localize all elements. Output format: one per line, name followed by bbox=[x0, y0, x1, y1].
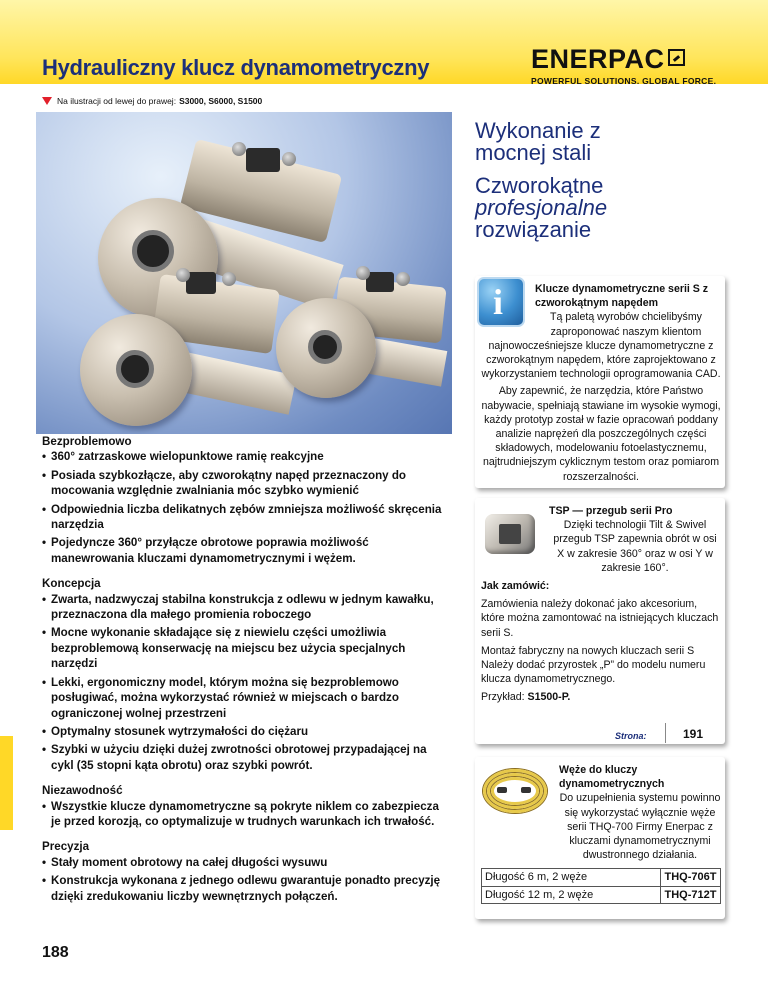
info-box-paragraph-2: Aby zapewnić, że narzędzia, które Państwo nabywacie, spełniają stawiane im wysokie wymogi, każdy prototyp został w fazie opracowań poddany analizie naprężeń dla poszczególnych części składowych, modelowaniu fotoelastycznemu, najtrudniejszym cyklicznym testom oraz pomiarom rozszerzalności. bbox=[481, 385, 721, 483]
info-box-title: Klucze dynamometryczne serii S z czworokątnym napędem bbox=[535, 283, 709, 310]
list-item: • Szybki w użyciu dzięki dużej zwrotności obrotowej przypadającej na cykl (35 stopni kąta obrotu) oraz szybki powrót. bbox=[42, 742, 447, 773]
page-title: Hydrauliczny klucz dynamometryczny bbox=[42, 55, 430, 80]
logo-mark-icon bbox=[668, 49, 685, 66]
table-row bbox=[482, 886, 721, 903]
hose-box bbox=[475, 757, 725, 919]
headline-line-5: rozwiązanie bbox=[475, 217, 592, 242]
hose-table bbox=[481, 868, 721, 903]
list-item: • Odpowiednia liczba delikatnych zębów zmniejsza możliwość skręcenia narzędzia bbox=[42, 502, 447, 533]
product-photo bbox=[36, 112, 452, 434]
logo-tagline: POWERFUL SOLUTIONS. GLOBAL FORCE. bbox=[531, 76, 717, 86]
page-ref-label: Strona: bbox=[615, 731, 647, 741]
tsp-order-title: Jak zamówić: bbox=[481, 580, 550, 593]
tsp-example bbox=[481, 690, 721, 704]
feature-list bbox=[42, 449, 447, 566]
tsp-box bbox=[475, 498, 725, 744]
feature-section-title: Niezawodność bbox=[42, 784, 123, 798]
list-item: • Lekki, ergonomiczny model, którym można się bezproblemowo posługiwać, można wykorzystać również w miejscach o bardzo ograniczonej wolnej przestrzeni bbox=[42, 675, 447, 721]
feature-list bbox=[42, 592, 447, 773]
page-ref-link[interactable]: 191 bbox=[665, 723, 709, 743]
feature-section-title: Bezproblemowo bbox=[42, 435, 132, 448]
feature-section bbox=[42, 434, 447, 566]
list-item: • Konstrukcja wykonana z jednego odlewu gwarantuje ponadto precyzję dzięki zredukowaniu liczby wewnętrznych połączeń. bbox=[42, 873, 447, 904]
photo-caption bbox=[42, 96, 262, 106]
yellow-side-tab bbox=[0, 736, 13, 830]
header-band bbox=[0, 0, 768, 84]
page-number: 188 bbox=[42, 944, 69, 961]
hose-desc: Długość 12 m, 2 węże bbox=[482, 886, 661, 903]
tsp-example-label: Przykład: bbox=[481, 691, 525, 704]
tsp-swivel-image bbox=[479, 504, 543, 564]
feature-section bbox=[42, 839, 447, 904]
hose-code: THQ-712T bbox=[661, 886, 721, 903]
wrench-s1500 bbox=[36, 112, 452, 434]
features-column bbox=[42, 434, 447, 914]
headline-line-1: Wykonanie z bbox=[475, 118, 601, 143]
table-row bbox=[482, 869, 721, 886]
headline bbox=[475, 120, 725, 241]
tsp-box-title: TSP — przegub serii Pro bbox=[549, 505, 673, 517]
tsp-paragraph-2: Montaż fabryczny na nowych kluczach serii S Należy dodać przyrostek „P” do modelu numeru klucza dynamometrycznego. bbox=[481, 644, 706, 686]
caption-text: Na ilustracji od lewej do prawej: bbox=[57, 96, 177, 106]
feature-section bbox=[42, 783, 447, 829]
list-item: • Posiada szybkozłącze, aby czworokątny napęd przeznaczony do mocowania względnie zwalniania móc szybko wymienić bbox=[42, 468, 447, 499]
hose-box-title: Węże do kluczy dynamometrycznych bbox=[559, 764, 665, 791]
tsp-example-value: S1500-P. bbox=[527, 691, 571, 704]
tsp-box-intro: Dzięki technologii Tilt & Swivel przegub TSP zapewnia obrót w osi X w zakresie 360° oraz w osi Y w zakresie 160°. bbox=[553, 519, 717, 574]
feature-section-title: Koncepcja bbox=[42, 577, 101, 591]
info-box bbox=[475, 276, 725, 488]
info-box-paragraph-1: Tą paletą wyrobów chcielibyśmy zaproponować naszym klientom najnowocześniejsze klucze dynamometryczne z czworokątnym napędem, które zaprojektowano z wykorzystaniem technologii oprogramowania CAD. bbox=[481, 311, 721, 381]
headline-line-3: Czworokątne bbox=[475, 173, 604, 198]
hose-desc: Długość 6 m, 2 węże bbox=[482, 869, 661, 886]
hose-code: THQ-706T bbox=[661, 869, 721, 886]
tsp-paragraph-1: Zamówienia należy dokonać jako akcesorium, które można zamontować na istniejących kluczach serii S. bbox=[481, 598, 719, 639]
list-item: • Zwarta, nadzwyczaj stabilna konstrukcja z odlewu w jednym kawałku, przeznaczona dla małego promienia roboczego bbox=[42, 592, 447, 623]
feature-list bbox=[42, 855, 447, 904]
enerpac-logo bbox=[531, 46, 716, 86]
list-item: • Wszystkie klucze dynamometryczne są pokryte niklem co zabezpiecza je przed korozją, co optymalizuje w trudnych warunkach ich trwałość. bbox=[42, 799, 447, 830]
list-item: • Optymalny stosunek wytrzymałości do ciężaru bbox=[42, 724, 447, 739]
info-icon: i bbox=[477, 277, 525, 327]
headline-line-4: profesjonalne bbox=[475, 195, 608, 220]
feature-section-title: Precyzja bbox=[42, 840, 90, 854]
list-item: • 360° zatrzaskowe wielopunktowe ramię reakcyjne bbox=[42, 449, 447, 464]
feature-section bbox=[42, 576, 447, 773]
list-item: • Mocne wykonanie składające się z niewielu części umożliwia bezproblemową konserwację na miejscu bez użycia specjalnych narzędzi bbox=[42, 625, 447, 671]
hose-image bbox=[477, 759, 551, 819]
headline-line-2: mocnej stali bbox=[475, 140, 592, 165]
logo-word: ENERPAC bbox=[531, 44, 665, 74]
list-item: • Pojedyncze 360° przyłącze obrotowe poprawia możliwość manewrowania kluczami dynamometrycznymi i wężem. bbox=[42, 535, 447, 566]
triangle-bullet-icon bbox=[42, 97, 52, 105]
feature-list bbox=[42, 799, 447, 830]
hose-box-text: Do uzupełnienia systemu powinno się wykorzystać wyłącznie węże serii THQ-700 Firmy Enerpac z kluczami dynamometrycznymi dwustronnego działania. bbox=[559, 792, 721, 862]
caption-models: S3000, S6000, S1500 bbox=[179, 96, 263, 106]
list-item: • Stały moment obrotowy na całej długości wysuwu bbox=[42, 855, 447, 870]
